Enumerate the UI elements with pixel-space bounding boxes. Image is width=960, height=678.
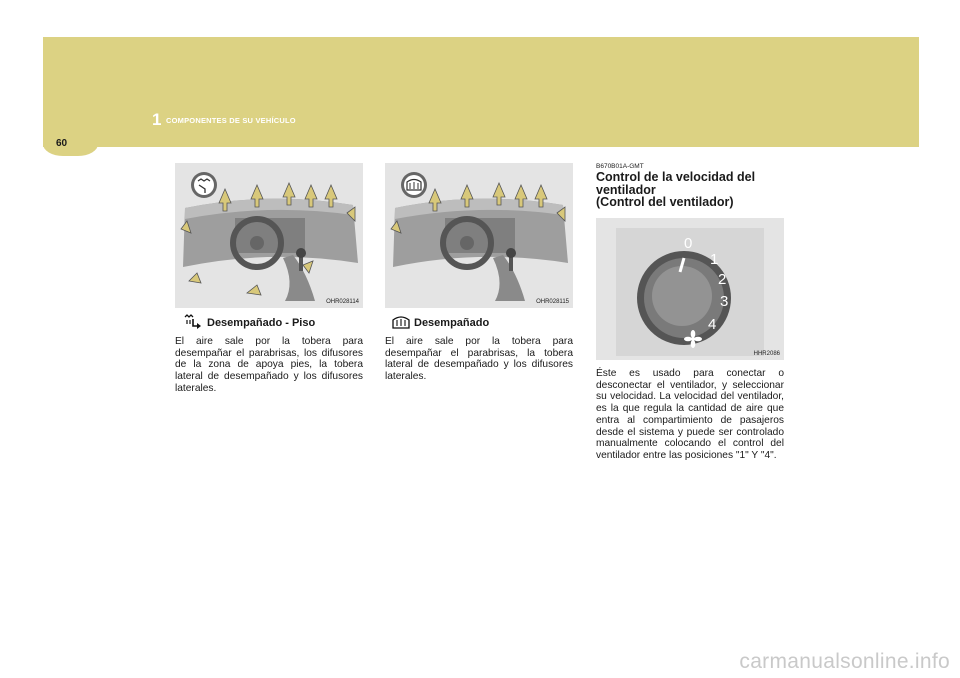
header-band: [43, 37, 919, 147]
figure-dashboard-defrost-floor: [175, 163, 363, 308]
dial-label-3: 3: [720, 293, 729, 310]
dial-label-2: 2: [718, 271, 727, 288]
section-code: B670B01A-GMT: [596, 163, 644, 170]
section-heading-defrost-floor: Desempañado - Piso: [207, 317, 316, 329]
windshield-defrost-icon: [391, 314, 411, 330]
section-heading-defrost: Desempañado: [414, 317, 490, 329]
defrost-floor-icon: [183, 313, 203, 331]
dial-label-0: 0: [684, 235, 693, 252]
dashboard-illustration: [385, 163, 573, 308]
figure-fan-dial: [596, 218, 784, 360]
dial-label-4: 4: [708, 316, 717, 333]
figure-caption: OHR028114: [326, 299, 359, 305]
fan-title-line: (Control del ventilador): [596, 195, 734, 209]
figure-dashboard-defrost: [385, 163, 573, 308]
page-number: 60: [56, 138, 68, 149]
fan-section-title: [596, 171, 786, 209]
fan-section-body: Éste es usado para conectar o desconectar el ventilador, y seleccionar su velocidad. La velocidad del ventilador, es la que regula la cantidad de aire que entra al compartimiento de pasajeros desde el sistema y puede ser controlado manualmente colocando el control del ventilador entre las posiciones "1" Y "4".: [596, 368, 784, 461]
section-body-defrost: El aire sale por la tobera para desempañar el parabrisas, la tobera lateral de desempañado y los difusores laterales.: [385, 336, 573, 383]
chapter-title: COMPONENTES DE SU VEHÍCULO: [166, 116, 296, 125]
fan-title-line: Control de la velocidad del: [596, 170, 756, 184]
figure-caption: HHR2086: [753, 351, 780, 357]
fan-title-line: ventilador: [596, 182, 656, 197]
page-tab: [43, 136, 98, 156]
dashboard-illustration: [175, 163, 363, 308]
figure-caption: OHR028115: [536, 299, 569, 305]
watermark: carmanualsonline.info: [739, 650, 950, 673]
dial-label-1: 1: [710, 251, 719, 268]
chapter-number: 1: [152, 110, 162, 129]
section-body-defrost-floor: El aire sale por la tobera para desempañar el parabrisas, los difusores de la zona de apoya pies, la tobera lateral de desempañado y los difusores laterales.: [175, 336, 363, 394]
